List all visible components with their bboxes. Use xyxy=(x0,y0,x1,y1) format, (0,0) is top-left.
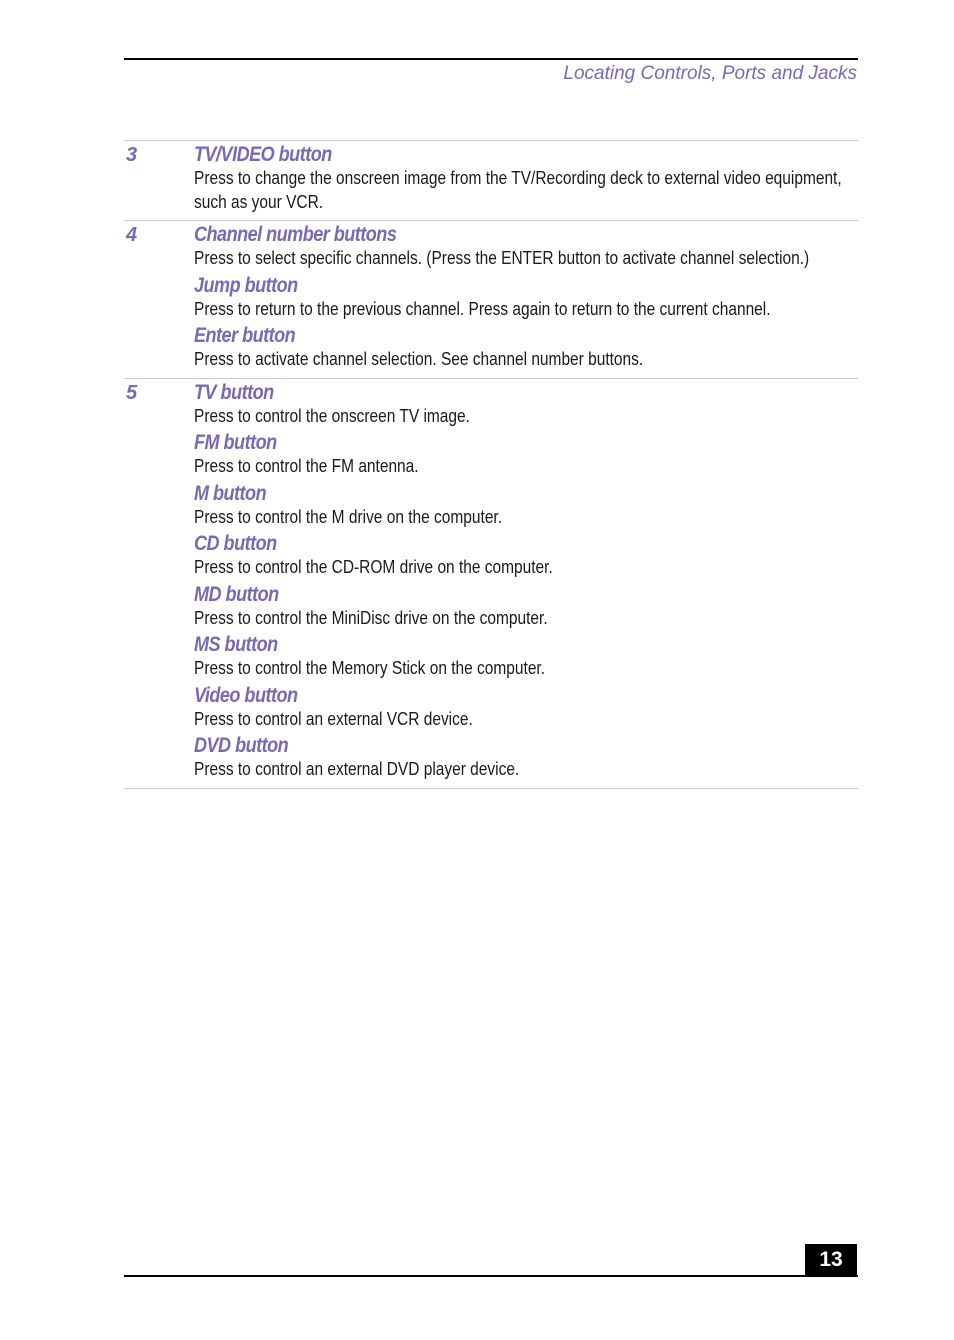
entry-title-fm-button: FM button xyxy=(194,431,277,454)
entry-title-ms-button: MS button xyxy=(194,633,278,656)
entry-title-jump-button: Jump button xyxy=(194,273,298,297)
row-number: 5 xyxy=(126,381,138,404)
header-rule xyxy=(124,58,858,60)
entry-title-video-button: Video button xyxy=(194,683,298,707)
entry-desc-video-button: Press to control an external VCR device. xyxy=(194,708,473,729)
table-row-3 xyxy=(124,140,858,220)
entry-desc-md-button: Press to control the MiniDisc drive on the computer. xyxy=(194,607,548,628)
entry-desc-cd-button: Press to control the CD-ROM drive on the computer. xyxy=(194,557,553,577)
entry-title-md-button: MD button xyxy=(194,582,279,606)
entry-desc-dvd-button: Press to control an external DVD player device. xyxy=(194,759,520,779)
entry-title-dvd-button: DVD button xyxy=(194,734,289,757)
table-row-5 xyxy=(124,378,858,789)
entry-title-channel-number-buttons: Channel number buttons xyxy=(194,223,397,246)
entry-desc-m-button: Press to control the M drive on the computer. xyxy=(194,506,503,527)
entry-desc-tv-button: Press to control the onscreen TV image. xyxy=(194,405,470,426)
running-header-title: Locating Controls, Ports and Jacks xyxy=(563,63,857,84)
entry-desc-enter-button: Press to activate channel selection. See channel number buttons. xyxy=(194,349,644,369)
page-number: 13 xyxy=(805,1244,857,1276)
controls-table xyxy=(124,140,858,789)
entry-title-enter-button: Enter button xyxy=(194,324,296,347)
entry-desc-fm-button: Press to control the FM antenna. xyxy=(194,456,419,476)
entry-desc-jump-button: Press to return to the previous channel. Press again to return to the current channel. xyxy=(194,298,771,319)
row-number: 4 xyxy=(126,224,138,246)
entry-title-tv-button: TV button xyxy=(194,380,274,404)
entry-title-m-button: M button xyxy=(194,481,267,505)
row-number: 3 xyxy=(126,144,138,166)
entry-title-cd-button: CD button xyxy=(194,532,277,555)
entry-title-tv-video-button: TV/VIDEO button xyxy=(194,143,332,166)
entry-desc-tv-video-button: Press to change the onscreen image from the TV/Recording deck to external video equipment, such as your VCR. xyxy=(194,168,842,212)
entry-desc-channel-number-buttons: Press to select specific channels. (Press the ENTER button to activate channel selection.) xyxy=(194,248,810,268)
entry-desc-ms-button: Press to control the Memory Stick on the computer. xyxy=(194,658,546,678)
footer-rule xyxy=(124,1275,858,1277)
table-row-4 xyxy=(124,220,858,378)
